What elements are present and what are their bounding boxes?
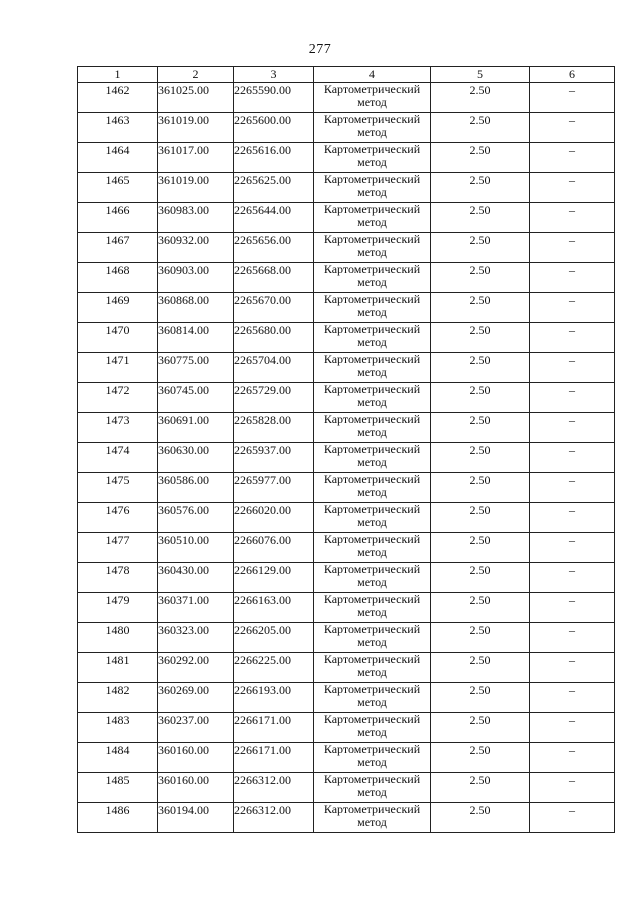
note-cell: – xyxy=(530,323,615,353)
y-coordinate-cell: 2265600.00 xyxy=(234,113,314,143)
y-coordinate-cell: 2265977.00 xyxy=(234,473,314,503)
y-coordinate-cell: 2266225.00 xyxy=(234,653,314,683)
method-line-1: Картометрический xyxy=(323,322,421,336)
table-row xyxy=(78,263,615,293)
method-line-1: Картометрический xyxy=(323,592,421,606)
point-number-cell: 1467 xyxy=(78,233,158,263)
method-line-2: метод xyxy=(357,695,387,709)
note-cell: – xyxy=(530,143,615,173)
x-coordinate-cell: 360932.00 xyxy=(158,233,234,263)
table-row xyxy=(78,143,615,173)
point-number-cell: 1472 xyxy=(78,383,158,413)
method-line-1: Картометрический xyxy=(323,772,421,786)
x-coordinate-cell: 360630.00 xyxy=(158,443,234,473)
accuracy-cell: 2.50 xyxy=(431,323,530,353)
method-cell xyxy=(314,773,431,803)
table-row xyxy=(78,203,615,233)
y-coordinate-cell: 2266171.00 xyxy=(234,713,314,743)
method-line-1: Картометрический xyxy=(323,412,421,426)
table-row xyxy=(78,83,615,113)
note-cell: – xyxy=(530,773,615,803)
point-number-cell: 1484 xyxy=(78,743,158,773)
note-cell: – xyxy=(530,713,615,743)
method-cell xyxy=(314,323,431,353)
x-coordinate-cell: 360586.00 xyxy=(158,473,234,503)
accuracy-cell: 2.50 xyxy=(431,713,530,743)
table-row xyxy=(78,293,615,323)
method-cell xyxy=(314,653,431,683)
note-cell: – xyxy=(530,623,615,653)
point-number-cell: 1478 xyxy=(78,563,158,593)
accuracy-cell: 2.50 xyxy=(431,473,530,503)
y-coordinate-cell: 2265704.00 xyxy=(234,353,314,383)
note-cell: – xyxy=(530,653,615,683)
accuracy-cell: 2.50 xyxy=(431,353,530,383)
method-cell xyxy=(314,713,431,743)
y-coordinate-cell: 2266312.00 xyxy=(234,773,314,803)
table-row xyxy=(78,623,615,653)
note-cell: – xyxy=(530,503,615,533)
x-coordinate-cell: 361019.00 xyxy=(158,113,234,143)
x-coordinate-cell: 360814.00 xyxy=(158,323,234,353)
method-line-1: Картометрический xyxy=(323,382,421,396)
method-line-1: Картометрический xyxy=(323,172,421,186)
table-row xyxy=(78,443,615,473)
accuracy-cell: 2.50 xyxy=(431,173,530,203)
method-line-1: Картометрический xyxy=(323,262,421,276)
method-line-1: Картометрический xyxy=(323,622,421,636)
x-coordinate-cell: 360775.00 xyxy=(158,353,234,383)
accuracy-cell: 2.50 xyxy=(431,653,530,683)
method-line-2: метод xyxy=(357,725,387,739)
point-number-cell: 1462 xyxy=(78,83,158,113)
method-line-2: метод xyxy=(357,785,387,799)
note-cell: – xyxy=(530,413,615,443)
accuracy-cell: 2.50 xyxy=(431,743,530,773)
point-number-cell: 1465 xyxy=(78,173,158,203)
method-line-1: Картометрический xyxy=(323,562,421,576)
x-coordinate-cell: 360323.00 xyxy=(158,623,234,653)
y-coordinate-cell: 2265680.00 xyxy=(234,323,314,353)
point-number-cell: 1475 xyxy=(78,473,158,503)
method-line-2: метод xyxy=(357,215,387,229)
method-line-2: метод xyxy=(357,275,387,289)
y-coordinate-cell: 2265590.00 xyxy=(234,83,314,113)
method-line-1: Картометрический xyxy=(323,202,421,216)
point-number-cell: 1471 xyxy=(78,353,158,383)
method-line-2: метод xyxy=(357,185,387,199)
x-coordinate-cell: 360160.00 xyxy=(158,743,234,773)
method-line-2: метод xyxy=(357,365,387,379)
method-cell xyxy=(314,263,431,293)
x-coordinate-cell: 360430.00 xyxy=(158,563,234,593)
table-row xyxy=(78,113,615,143)
method-line-1: Картометрический xyxy=(323,352,421,366)
point-number-cell: 1481 xyxy=(78,653,158,683)
point-number-cell: 1483 xyxy=(78,713,158,743)
point-number-cell: 1469 xyxy=(78,293,158,323)
method-cell xyxy=(314,443,431,473)
table-row xyxy=(78,593,615,623)
x-coordinate-cell: 360292.00 xyxy=(158,653,234,683)
point-number-cell: 1477 xyxy=(78,533,158,563)
method-line-2: метод xyxy=(357,425,387,439)
note-cell: – xyxy=(530,113,615,143)
method-line-1: Картометрический xyxy=(323,802,421,816)
method-line-2: метод xyxy=(357,95,387,109)
column-header: 1 xyxy=(78,67,158,83)
y-coordinate-cell: 2266163.00 xyxy=(234,593,314,623)
point-number-cell: 1476 xyxy=(78,503,158,533)
method-cell xyxy=(314,353,431,383)
method-line-2: метод xyxy=(357,335,387,349)
y-coordinate-cell: 2266076.00 xyxy=(234,533,314,563)
y-coordinate-cell: 2265644.00 xyxy=(234,203,314,233)
method-cell xyxy=(314,533,431,563)
point-number-cell: 1480 xyxy=(78,623,158,653)
point-number-cell: 1474 xyxy=(78,443,158,473)
x-coordinate-cell: 361025.00 xyxy=(158,83,234,113)
point-number-cell: 1470 xyxy=(78,323,158,353)
x-coordinate-cell: 360510.00 xyxy=(158,533,234,563)
point-number-cell: 1482 xyxy=(78,683,158,713)
note-cell: – xyxy=(530,533,615,563)
method-line-2: метод xyxy=(357,635,387,649)
method-line-1: Картометрический xyxy=(323,142,421,156)
y-coordinate-cell: 2265616.00 xyxy=(234,143,314,173)
method-line-1: Картометрический xyxy=(323,232,421,246)
accuracy-cell: 2.50 xyxy=(431,773,530,803)
accuracy-cell: 2.50 xyxy=(431,563,530,593)
accuracy-cell: 2.50 xyxy=(431,233,530,263)
x-coordinate-cell: 360576.00 xyxy=(158,503,234,533)
accuracy-cell: 2.50 xyxy=(431,203,530,233)
method-line-2: метод xyxy=(357,665,387,679)
accuracy-cell: 2.50 xyxy=(431,503,530,533)
x-coordinate-cell: 360868.00 xyxy=(158,293,234,323)
accuracy-cell: 2.50 xyxy=(431,683,530,713)
method-line-2: метод xyxy=(357,545,387,559)
method-cell xyxy=(314,473,431,503)
method-cell xyxy=(314,803,431,833)
table-row xyxy=(78,413,615,443)
y-coordinate-cell: 2265670.00 xyxy=(234,293,314,323)
method-line-2: метод xyxy=(357,245,387,259)
table-row xyxy=(78,683,615,713)
point-number-cell: 1479 xyxy=(78,593,158,623)
method-line-2: метод xyxy=(357,305,387,319)
y-coordinate-cell: 2265625.00 xyxy=(234,173,314,203)
table-header-row xyxy=(78,67,615,83)
accuracy-cell: 2.50 xyxy=(431,443,530,473)
x-coordinate-cell: 360903.00 xyxy=(158,263,234,293)
accuracy-cell: 2.50 xyxy=(431,623,530,653)
method-cell xyxy=(314,563,431,593)
table-row xyxy=(78,773,615,803)
x-coordinate-cell: 360983.00 xyxy=(158,203,234,233)
y-coordinate-cell: 2266205.00 xyxy=(234,623,314,653)
method-line-1: Картометрический xyxy=(323,472,421,486)
point-number-cell: 1485 xyxy=(78,773,158,803)
accuracy-cell: 2.50 xyxy=(431,593,530,623)
method-line-1: Картометрический xyxy=(323,682,421,696)
method-cell xyxy=(314,143,431,173)
method-line-1: Картометрический xyxy=(323,82,421,96)
method-cell xyxy=(314,623,431,653)
note-cell: – xyxy=(530,743,615,773)
point-number-cell: 1486 xyxy=(78,803,158,833)
table-row xyxy=(78,323,615,353)
point-number-cell: 1464 xyxy=(78,143,158,173)
y-coordinate-cell: 2265729.00 xyxy=(234,383,314,413)
x-coordinate-cell: 361017.00 xyxy=(158,143,234,173)
method-cell xyxy=(314,413,431,443)
note-cell: – xyxy=(530,173,615,203)
method-cell xyxy=(314,683,431,713)
accuracy-cell: 2.50 xyxy=(431,383,530,413)
method-cell xyxy=(314,233,431,263)
method-cell xyxy=(314,503,431,533)
method-cell xyxy=(314,83,431,113)
method-line-1: Картометрический xyxy=(323,442,421,456)
accuracy-cell: 2.50 xyxy=(431,533,530,563)
accuracy-cell: 2.50 xyxy=(431,143,530,173)
method-cell xyxy=(314,293,431,323)
note-cell: – xyxy=(530,803,615,833)
note-cell: – xyxy=(530,443,615,473)
accuracy-cell: 2.50 xyxy=(431,83,530,113)
x-coordinate-cell: 360269.00 xyxy=(158,683,234,713)
y-coordinate-cell: 2265937.00 xyxy=(234,443,314,473)
y-coordinate-cell: 2266129.00 xyxy=(234,563,314,593)
table-row xyxy=(78,653,615,683)
point-number-cell: 1463 xyxy=(78,113,158,143)
y-coordinate-cell: 2265828.00 xyxy=(234,413,314,443)
table-row xyxy=(78,353,615,383)
method-line-2: метод xyxy=(357,395,387,409)
note-cell: – xyxy=(530,683,615,713)
method-line-1: Картометрический xyxy=(323,292,421,306)
column-header: 3 xyxy=(234,67,314,83)
table-row xyxy=(78,233,615,263)
accuracy-cell: 2.50 xyxy=(431,413,530,443)
column-header: 2 xyxy=(158,67,234,83)
x-coordinate-cell: 360371.00 xyxy=(158,593,234,623)
method-line-1: Картометрический xyxy=(323,112,421,126)
x-coordinate-cell: 360160.00 xyxy=(158,773,234,803)
method-line-1: Картометрический xyxy=(323,712,421,726)
x-coordinate-cell: 361019.00 xyxy=(158,173,234,203)
note-cell: – xyxy=(530,83,615,113)
note-cell: – xyxy=(530,263,615,293)
table-row xyxy=(78,533,615,563)
note-cell: – xyxy=(530,203,615,233)
note-cell: – xyxy=(530,353,615,383)
y-coordinate-cell: 2266020.00 xyxy=(234,503,314,533)
note-cell: – xyxy=(530,593,615,623)
coordinates-table xyxy=(77,66,615,833)
method-line-1: Картометрический xyxy=(323,742,421,756)
method-line-2: метод xyxy=(357,485,387,499)
column-header: 6 xyxy=(530,67,615,83)
note-cell: – xyxy=(530,563,615,593)
method-cell xyxy=(314,593,431,623)
table-row xyxy=(78,743,615,773)
accuracy-cell: 2.50 xyxy=(431,293,530,323)
column-header: 5 xyxy=(431,67,530,83)
method-line-2: метод xyxy=(357,605,387,619)
y-coordinate-cell: 2265668.00 xyxy=(234,263,314,293)
method-cell xyxy=(314,383,431,413)
method-line-2: метод xyxy=(357,125,387,139)
table-body xyxy=(78,83,615,833)
table-row xyxy=(78,383,615,413)
method-line-2: метод xyxy=(357,155,387,169)
note-cell: – xyxy=(530,473,615,503)
method-cell xyxy=(314,203,431,233)
y-coordinate-cell: 2266312.00 xyxy=(234,803,314,833)
point-number-cell: 1466 xyxy=(78,203,158,233)
accuracy-cell: 2.50 xyxy=(431,803,530,833)
method-line-2: метод xyxy=(357,755,387,769)
method-line-2: метод xyxy=(357,455,387,469)
method-line-1: Картометрический xyxy=(323,532,421,546)
x-coordinate-cell: 360745.00 xyxy=(158,383,234,413)
note-cell: – xyxy=(530,233,615,263)
point-number-cell: 1473 xyxy=(78,413,158,443)
accuracy-cell: 2.50 xyxy=(431,263,530,293)
table-row xyxy=(78,173,615,203)
table-row xyxy=(78,803,615,833)
x-coordinate-cell: 360237.00 xyxy=(158,713,234,743)
point-number-cell: 1468 xyxy=(78,263,158,293)
method-line-2: метод xyxy=(357,575,387,589)
method-line-2: метод xyxy=(357,815,387,829)
table-row xyxy=(78,473,615,503)
table-row xyxy=(78,713,615,743)
method-line-1: Картометрический xyxy=(323,502,421,516)
y-coordinate-cell: 2266171.00 xyxy=(234,743,314,773)
page-number: 277 xyxy=(308,42,332,57)
method-cell xyxy=(314,743,431,773)
accuracy-cell: 2.50 xyxy=(431,113,530,143)
method-cell xyxy=(314,113,431,143)
note-cell: – xyxy=(530,293,615,323)
method-cell xyxy=(314,173,431,203)
method-line-2: метод xyxy=(357,515,387,529)
table-row xyxy=(78,503,615,533)
note-cell: – xyxy=(530,383,615,413)
y-coordinate-cell: 2265656.00 xyxy=(234,233,314,263)
x-coordinate-cell: 360194.00 xyxy=(158,803,234,833)
x-coordinate-cell: 360691.00 xyxy=(158,413,234,443)
table-row xyxy=(78,563,615,593)
y-coordinate-cell: 2266193.00 xyxy=(234,683,314,713)
column-header: 4 xyxy=(314,67,431,83)
method-line-1: Картометрический xyxy=(323,652,421,666)
